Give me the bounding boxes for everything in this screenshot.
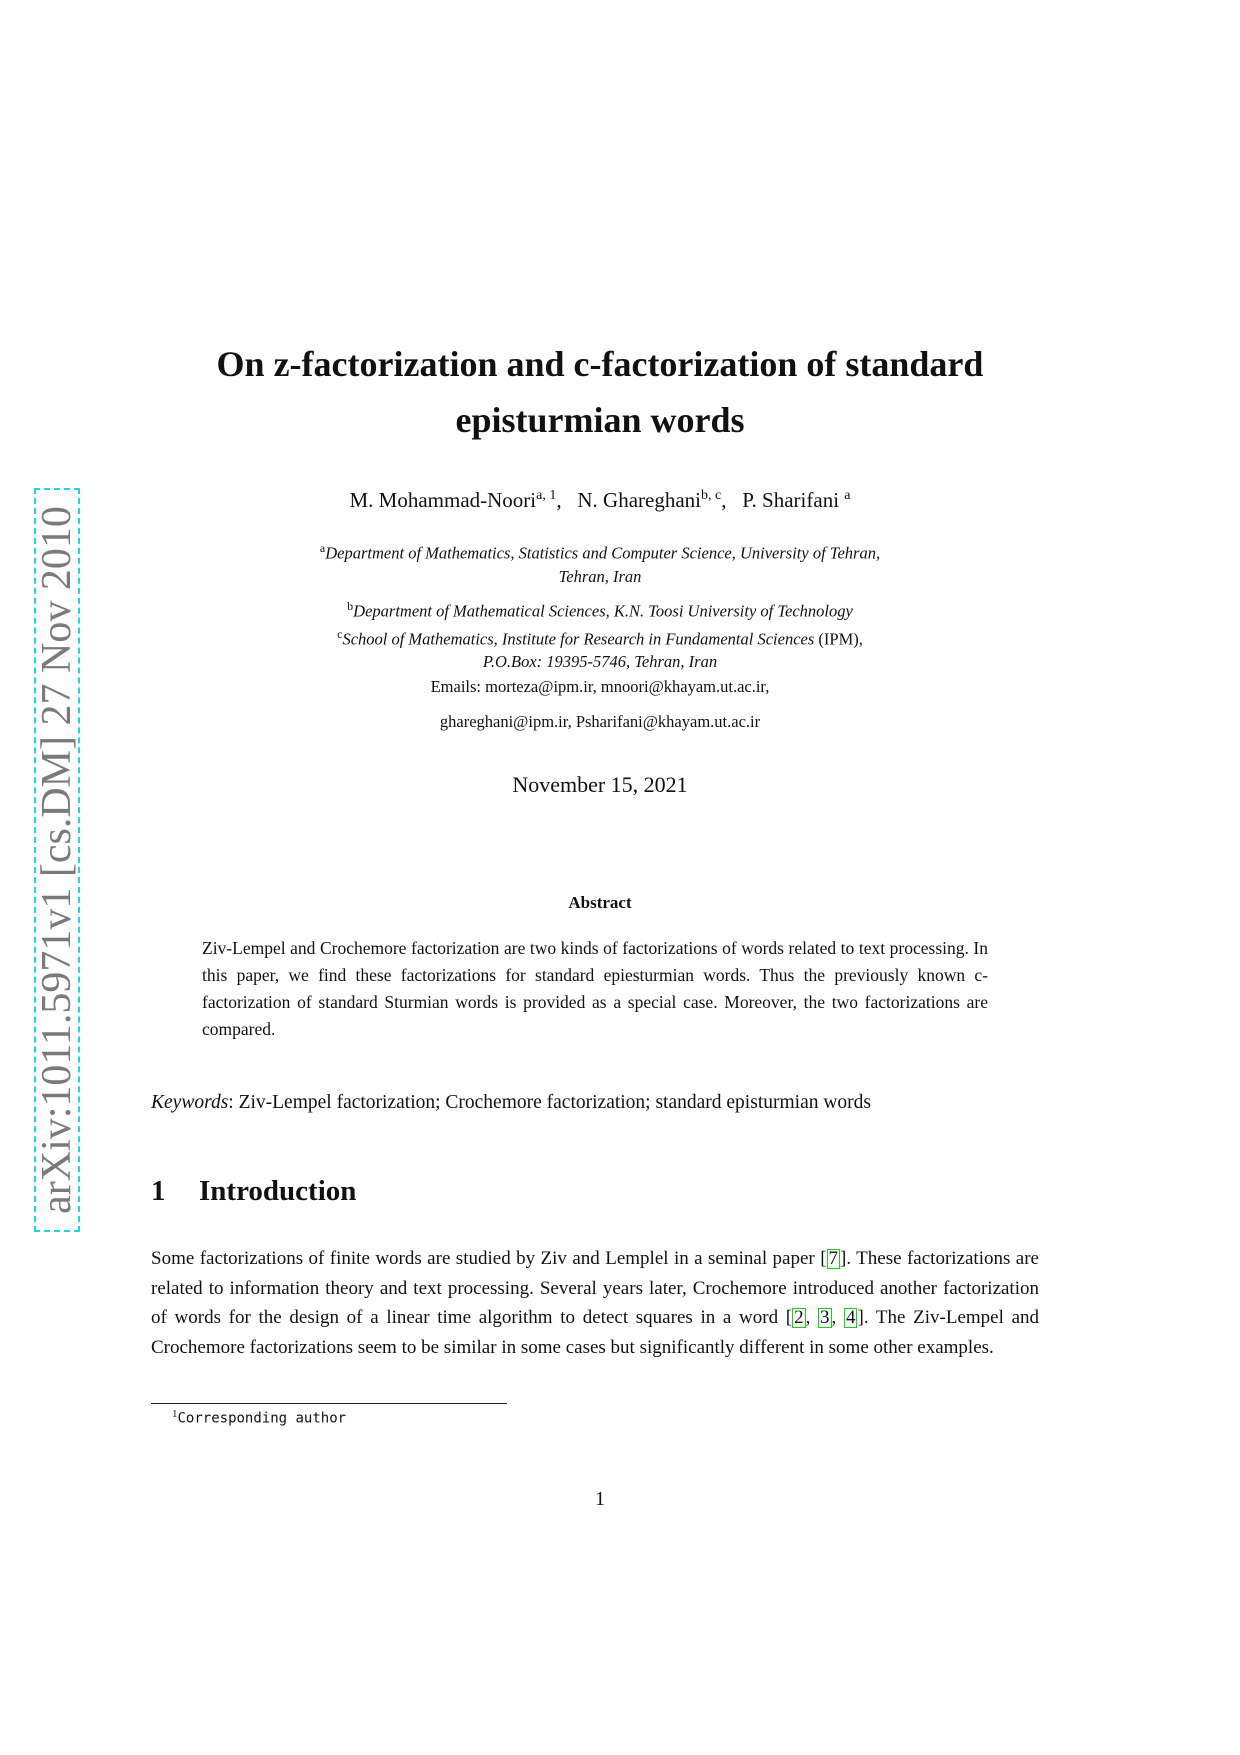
- affiliation-line: School of Mathematics, Institute for Research in Fundamental Sciences: [342, 629, 815, 648]
- author-affiliation-marks: b, c: [700, 488, 722, 503]
- affiliation-mark: b: [347, 599, 354, 613]
- citation-link[interactable]: 2: [794, 1307, 804, 1328]
- citation-link[interactable]: 3: [820, 1307, 830, 1328]
- intro-paragraph: Some factorizations of finite words are studied by Ziv and Lemplel in a seminal paper [ 7 ]. These factorizations are related to information theory and text processing. Several years later, Crochemore introduced another factorization of words for the design of a linear time algorithm to detect squares in a word [ 2 , 3 , 4 ]. The Ziv-Lempel and Crochemore factorizations seem to be similar in some cases but significantly different in some other examples.: [151, 1248, 1039, 1358]
- paper-title: [130, 336, 1070, 448]
- intro-text: . These factorizations are related to information theory and text processing. Several years later, Crochemore introduced another factorization of words for the design of a linear time algorithm to detect squares in a word: [151, 1248, 1039, 1328]
- keywords-line: [151, 1092, 1091, 1114]
- intro-text: Some factorizations of finite words are studied by Ziv and Lemplel in a seminal paper: [151, 1248, 821, 1269]
- affiliation-a: [150, 537, 1050, 588]
- keywords-text: : Ziv-Lempel factorization; Crochemore factorization; standard episturmian words: [228, 1092, 872, 1113]
- affiliation-line: P.O.Box: 19395-5746, Tehran, Iran: [482, 652, 718, 671]
- arxiv-identifier-stamp[interactable]: arXiv:1011.5971v1 [cs.DM] 27 Nov 2010: [34, 506, 80, 1214]
- email-line-1: Emails: morteza@ipm.ir, mnoori@khayam.ut.ac.ir,: [430, 677, 770, 696]
- citation-separator: ,: [831, 1307, 844, 1328]
- affiliation-line-suffix: (IPM),: [818, 629, 863, 648]
- title-line-2: episturmian words: [455, 400, 745, 440]
- keywords-label: Keywords: [151, 1092, 229, 1113]
- citation-separator: ,: [805, 1307, 819, 1328]
- section-title: Introduction: [199, 1175, 357, 1207]
- affiliation-mark: c: [337, 626, 343, 641]
- author-affiliation-marks: a: [844, 488, 851, 503]
- affiliation-line: Tehran, Iran: [558, 566, 642, 586]
- footnote: [172, 1408, 346, 1427]
- citation-link[interactable]: 7: [828, 1248, 839, 1269]
- author-name: N. Ghareghani: [577, 488, 701, 512]
- section-heading: [151, 1175, 356, 1208]
- email-line-2: ghareghani@ipm.ir, Psharifani@khayam.ut.ac.ir: [439, 712, 761, 731]
- affiliation-mark: a: [319, 541, 326, 555]
- author-name: P. Sharifani: [742, 488, 840, 512]
- author-name: M. Mohammad-Noori: [349, 488, 537, 512]
- footnote-mark: 1: [172, 1408, 178, 1420]
- section-number: 1: [151, 1175, 166, 1207]
- affiliation-line: Department of Mathematics, Statistics and Computer Science, University of Tehran,: [325, 543, 881, 563]
- citation-link[interactable]: 4: [845, 1307, 856, 1328]
- paper-date: November 15, 2021: [512, 772, 688, 797]
- footnote-text: Corresponding author: [177, 1410, 347, 1427]
- author-list: M. Mohammad-Noori$^{a, 1}$, N. Ghareghani$^{b, c}$, P. Sharifani $^a$: [349, 488, 851, 512]
- title-line-1: On z-factorization and c-factorization of standard: [216, 344, 984, 384]
- intro-text: . The Ziv-Lempel and Crochemore factorizations seem to be similar in some cases but significantly different in some other examples.: [151, 1307, 1039, 1358]
- affiliation-line: Department of Mathematical Sciences, K.N. Toosi University of Technology: [353, 601, 853, 621]
- abstract-heading: Abstract: [568, 893, 632, 912]
- footnote-divider: [151, 1403, 507, 1404]
- author-affiliation-marks: a, 1: [536, 488, 557, 503]
- affiliation-b-c: [150, 595, 1050, 673]
- page-number: 1: [595, 1488, 605, 1510]
- abstract-text: Ziv-Lempel and Crochemore factorization are two kinds of factorizations of words related to text processing. In this paper, we find these factorizations for standard epiesturmian words. Thus the previously known c-factorization of standard Sturmian words is provided as a special case. Moreover, the two factorizations are compared.: [202, 938, 988, 1039]
